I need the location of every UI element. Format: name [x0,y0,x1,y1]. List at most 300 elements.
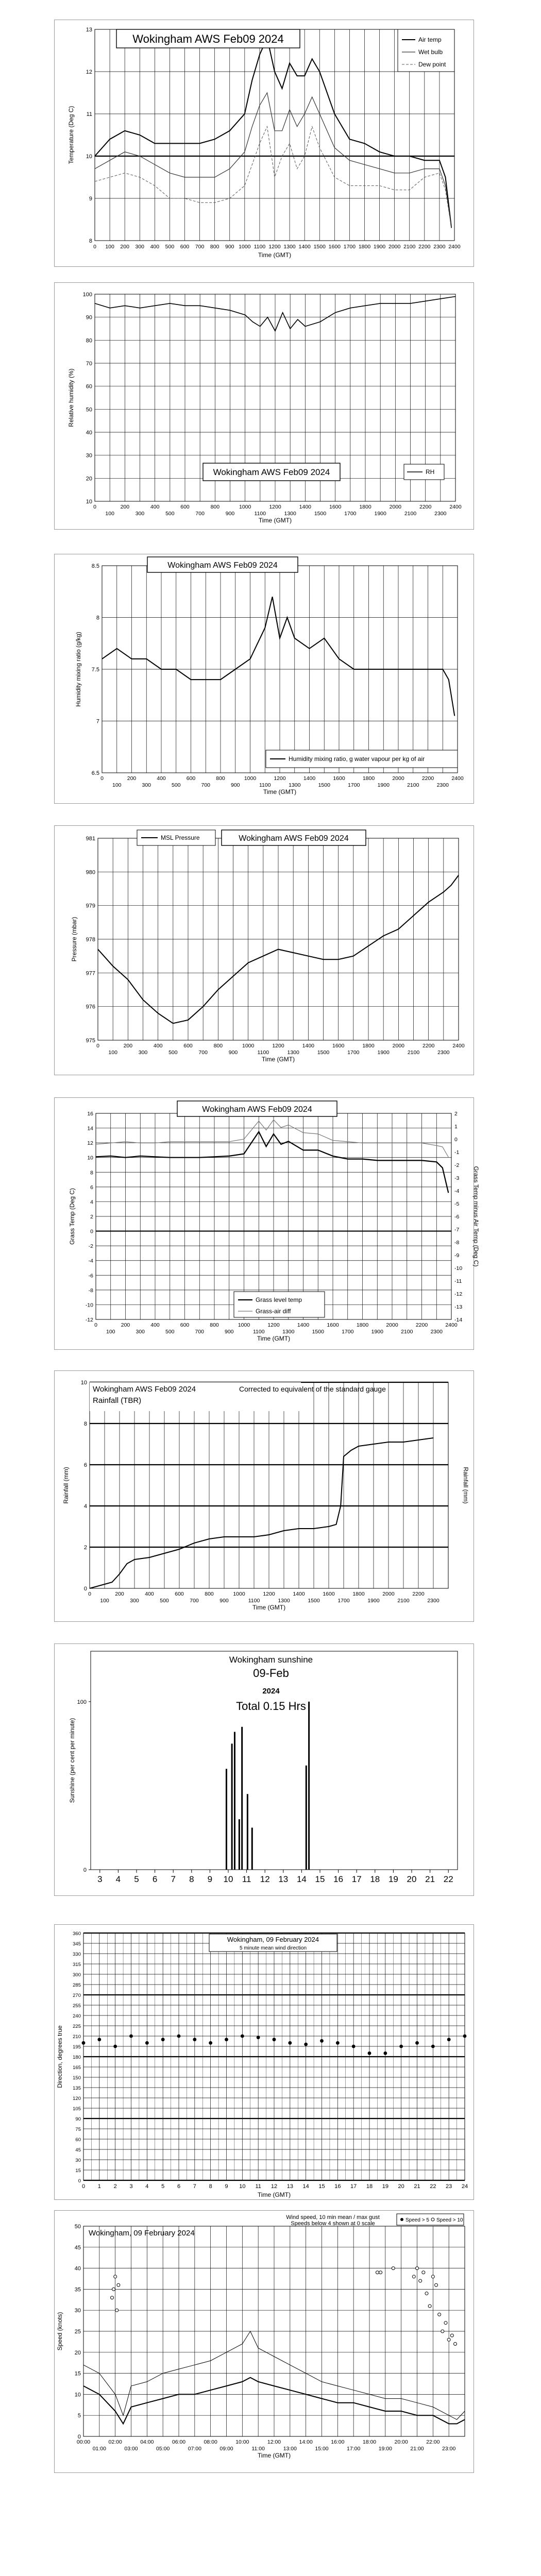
y-tick-label: 300 [73,1972,81,1978]
y-tick-label: 345 [73,1941,81,1947]
x-tick-label: 2200 [422,1043,435,1049]
y-tick-label: 6 [83,1462,87,1468]
x-tick-label: 01:00 [92,2446,106,2452]
x-tick-label: 12 [260,1874,270,1884]
mixing-ratio-chart [55,554,473,802]
gust-point [392,2267,395,2270]
direction-point [352,2045,356,2048]
x-tick-label: 2400 [452,1043,465,1049]
y-tick-label: 15 [74,2370,81,2377]
gust-point [444,2321,447,2325]
y-tick-label: 4 [90,1199,93,1206]
x-tick-label: 4 [115,1874,121,1884]
x-tick-label: 17 [351,1874,362,1884]
x-tick-label: 2300 [433,244,446,250]
x-tick-label: 1100 [259,782,271,788]
y-tick-label: 100 [77,1699,87,1705]
x-tick-label: 19:00 [378,2446,392,2452]
legend-swatch [400,2218,403,2221]
x-tick-label: 21 [414,2183,420,2190]
x-tick-label: 0 [81,2183,86,2190]
y-tick-label: 195 [73,2044,81,2050]
x-tick-label: 600 [180,504,190,510]
x-tick-label: 400 [150,244,160,250]
x-tick-label: 13:00 [283,2446,297,2452]
y-tick-label: 12 [87,1140,93,1147]
chart-subtitle-2: Speeds below 4 shown at 0 scale [291,2221,375,2227]
mixing-ratio-chart-panel [54,554,474,804]
x-tick-label: 06:00 [172,2439,186,2445]
y-tick-label: 25 [74,2329,81,2335]
x-tick-label: 900 [225,511,235,517]
y-axis-label: Relative humidity (%) [67,368,75,427]
y-right-tick-label: -3 [454,1175,460,1181]
y-tick-label: 105 [73,2106,81,2112]
chart-subtitle: 09-Feb [253,1667,289,1680]
x-tick-label: 1300 [284,511,296,517]
x-tick-label: 1600 [327,1322,339,1328]
y-tick-label: 11 [86,111,92,117]
x-tick-label: 1400 [299,504,312,510]
x-tick-label: 1700 [342,1329,354,1335]
chart-title: Wokingham AWS Feb09 2024 [239,834,349,843]
y-tick-label: 45 [74,2244,81,2251]
gust-point [112,2287,115,2291]
y-tick-label: 30 [86,452,92,459]
x-tick-label: 12:00 [267,2439,281,2445]
x-tick-label: 20 [407,1874,417,1884]
x-tick-label: 10:00 [235,2439,249,2445]
x-tick-label: 1200 [272,1043,284,1049]
x-tick-label: 9 [225,2183,228,2190]
x-tick-label: 900 [230,782,240,788]
x-tick-label: 11 [255,2183,261,2190]
chart-title: Wokingham, 09 February 2024 [89,2229,195,2238]
y-right-tick-label: 0 [454,1137,458,1143]
y-tick-label: 255 [73,2003,81,2009]
x-tick-label: 1200 [267,1322,280,1328]
y-tick-label: 2 [83,1545,87,1551]
x-tick-label: 15 [318,2183,325,2190]
y-tick-label: 0 [90,1228,93,1235]
x-tick-label: 21:00 [410,2446,424,2452]
x-tick-label: 1900 [373,244,386,250]
x-tick-label: 500 [171,782,181,788]
y-tick-label: 60 [86,383,92,390]
sunshine-bar [239,1819,240,1870]
direction-point [368,2052,371,2055]
humidity-chart-panel [54,282,474,530]
chart-title: Wokingham sunshine [229,1655,313,1665]
x-tick-label: 1300 [283,244,296,250]
gust-point [431,2275,434,2278]
sunshine-bar [308,1702,310,1870]
x-tick-label: 16 [333,1874,344,1884]
grass-temp-chart-panel [54,1097,480,1350]
direction-point [320,2039,324,2043]
x-tick-label: 1500 [318,782,330,788]
x-tick-label: 14:00 [299,2439,313,2445]
x-tick-label: 17 [350,2183,357,2190]
legend-swatch [431,2218,434,2221]
x-tick-label: 1300 [282,1329,295,1335]
y-tick-label: 13 [86,27,92,33]
x-tick-label: 800 [216,775,225,782]
x-tick-label: 1600 [332,1043,345,1049]
y-axis-label: Humidity mixing ratio (g/kg) [75,632,82,707]
x-tick-label: 600 [183,1043,193,1049]
x-tick-label: 2300 [436,782,449,788]
y-tick-label: 360 [73,1931,81,1937]
direction-point [177,2035,181,2038]
y-axis-label: Sunshine (per cent per minute) [69,1718,76,1803]
x-tick-label: 700 [198,1049,208,1056]
direction-point [257,2036,260,2039]
y-tick-label: 0 [83,1867,87,1873]
y-tick-label: 980 [86,869,95,876]
legend-entry: Speed > 10 [436,2217,463,2223]
x-tick-label: 800 [213,1043,223,1049]
x-tick-label: 18 [366,2183,373,2190]
x-tick-label: 2000 [386,1322,398,1328]
chart-title: Wokingham, 09 February 2024 [227,1936,319,1943]
x-tick-label: 800 [205,1591,214,1597]
y-tick-label: 7 [96,718,99,725]
y-tick-label: 6.5 [91,770,99,776]
x-tick-label: 7 [171,1874,176,1884]
x-tick-label: 2400 [451,775,464,782]
x-tick-label: 600 [186,775,196,782]
direction-point [273,2038,276,2041]
gust-point [376,2271,379,2274]
x-tick-label: 17:00 [347,2446,361,2452]
direction-point [113,2045,117,2048]
gust-point [435,2283,438,2286]
x-tick-label: 1700 [344,511,357,517]
temperature-chart [55,20,473,265]
x-axis-label: Time (GMT) [257,1335,291,1342]
x-tick-label: 2100 [404,511,417,517]
x-tick-label: 300 [142,782,151,788]
y-tick-label: 315 [73,1962,81,1968]
y-tick-label: 975 [86,1038,95,1044]
gust-point [454,2342,457,2345]
y-tick-label: 30 [74,2308,81,2314]
x-tick-label: 1700 [347,1049,360,1056]
sunshine-bar [226,1769,227,1870]
x-tick-label: 1500 [313,244,326,250]
y-tick-label: 40 [74,2265,81,2272]
x-tick-label: 700 [190,1598,199,1604]
y-tick-label: 150 [73,2075,81,2081]
y-tick-label: 120 [73,2096,81,2102]
gust-point [425,2292,428,2295]
x-tick-label: 2400 [445,1322,458,1328]
y-axis-label: Direction, degrees true [56,2025,63,2088]
legend-entry: Wet bulb [418,48,443,56]
x-tick-label: 1200 [274,775,286,782]
x-tick-label: 13 [278,1874,289,1884]
x-tick-label: 800 [210,504,220,510]
x-tick-label: 0 [93,504,96,510]
gust-point [114,2275,117,2278]
x-tick-label: 2300 [434,511,447,517]
legend-entry: Grass level temp [256,1296,302,1303]
x-tick-label: 2000 [389,504,402,510]
x-tick-label: 1100 [253,244,266,250]
x-tick-label: 500 [165,1329,175,1335]
x-tick-label: 1600 [328,244,341,250]
x-tick-label: 1800 [362,775,375,782]
y-tick-label: 2 [90,1214,93,1220]
x-tick-label: 1000 [242,1043,255,1049]
x-tick-label: 200 [120,244,129,250]
chart-title: Wokingham AWS Feb09 2024 [202,1105,312,1114]
x-tick-label: 700 [201,782,211,788]
legend-entry: Grass-air diff [256,1308,291,1315]
direction-point [161,2038,165,2041]
x-tick-label: 300 [138,1049,148,1056]
x-tick-label: 5 [161,2183,165,2190]
y-right-tick-label: -2 [454,1162,460,1168]
gust-point [115,2309,119,2312]
x-tick-label: 1800 [359,504,371,510]
x-tick-label: 400 [150,1322,160,1328]
x-tick-label: 1700 [337,1598,350,1604]
x-tick-label: 18:00 [362,2439,377,2445]
chart-subtitle: Wind speed, 10 min mean / max gust [286,2214,380,2221]
x-tick-label: 6 [177,2183,181,2190]
x-axis-label: Time (GMT) [261,1056,295,1063]
y-tick-label: 135 [73,2086,81,2091]
x-axis-label: Time (GMT) [257,2191,291,2198]
y-right-tick-label: 2 [454,1111,458,1117]
x-tick-label: 1400 [302,1043,315,1049]
gust-point [379,2271,382,2274]
x-tick-label: 10 [239,2183,246,2190]
x-tick-label: 00:00 [76,2439,91,2445]
y-tick-label: 10 [86,154,92,160]
x-tick-label: 1100 [254,511,266,517]
y-right-tick-label: -1 [454,1149,460,1156]
y-tick-label: 14 [87,1125,93,1132]
x-tick-label: 23:00 [442,2446,456,2452]
y-tick-label: 5 [77,2413,81,2419]
y-axis-label: Temperature (Deg C) [67,106,75,164]
x-tick-label: 1800 [356,1322,369,1328]
y-tick-label: 0 [83,1586,87,1592]
y-tick-label: -2 [88,1243,93,1250]
sunshine-bar [306,1766,307,1870]
x-tick-label: 100 [105,511,114,517]
y-tick-label: 8.5 [91,563,99,569]
x-tick-label: 2100 [407,782,419,788]
legend-entry: Humidity mixing ratio, g water vapour per kg of air [289,755,425,762]
y-tick-label: 75 [75,2127,81,2132]
x-tick-label: 12 [270,2183,278,2190]
sunshine-bar [234,1732,235,1870]
y-tick-label: 6 [90,1184,93,1191]
gust-point [450,2334,453,2337]
y-axis-label: Pressure (mbar) [71,917,78,962]
y-tick-label: 7.5 [91,667,99,673]
x-tick-label: 4 [145,2183,149,2190]
x-tick-label: 1200 [263,1591,275,1597]
x-tick-label: 2100 [407,1049,420,1056]
y-right-tick-label: -12 [454,1291,463,1297]
x-tick-label: 1800 [362,1043,375,1049]
x-axis-label: Time (GMT) [258,251,292,259]
plot-area [91,1651,458,1870]
y-tick-label: 0 [78,2178,81,2184]
y-tick-label: 15 [75,2168,81,2174]
x-tick-label: 1000 [239,244,251,250]
x-tick-label: 1600 [323,1591,335,1597]
x-tick-label: 20:00 [394,2439,408,2445]
direction-point [82,2041,86,2045]
x-tick-label: 600 [175,1591,184,1597]
y-tick-label: 981 [86,836,95,842]
direction-point [447,2038,451,2041]
direction-point [463,2035,467,2038]
x-tick-label: 3 [129,2183,133,2190]
x-tick-label: 400 [157,775,166,782]
x-tick-label: 1900 [371,1329,383,1335]
direction-point [209,2041,212,2045]
y-tick-label: 10 [87,1155,93,1161]
x-tick-label: 8 [189,1874,194,1884]
y-tick-label: 16 [87,1111,93,1117]
direction-point [97,2038,101,2041]
x-tick-label: 14 [296,1874,307,1884]
x-tick-label: 2100 [401,1329,413,1335]
y-right-tick-label: -5 [454,1201,460,1207]
y-tick-label: 978 [86,937,95,943]
y-tick-label: 50 [74,2224,81,2230]
x-tick-label: 2200 [421,775,434,782]
y-tick-label: 30 [75,2158,81,2163]
x-tick-label: 1300 [278,1598,290,1604]
y-tick-label: 10 [74,2392,81,2398]
x-tick-label: 15:00 [315,2446,329,2452]
x-tick-label: 700 [195,244,205,250]
x-tick-label: 1 [97,2183,101,2190]
x-tick-label: 08:00 [204,2439,217,2445]
y-tick-label: 976 [86,1004,95,1010]
chart-subtitle: 5 minute mean wind direction [239,1945,307,1951]
x-tick-label: 2300 [430,1329,443,1335]
gust-point [419,2279,422,2282]
y-tick-label: 0 [77,2434,81,2440]
y-right-tick-label: -8 [454,1240,460,1246]
y-tick-label: 10 [86,499,92,505]
y-tick-label: -4 [88,1258,93,1264]
chart-title: Wokingham AWS Feb09 2024 [93,1385,196,1394]
x-tick-label: 1100 [252,1329,265,1335]
x-tick-label: 1500 [312,1329,324,1335]
x-tick-label: 19 [382,2183,388,2190]
y-tick-label: 240 [73,2013,81,2019]
y-tick-label: 4 [83,1503,87,1510]
x-tick-label: 1500 [314,511,327,517]
x-tick-label: 100 [106,1329,115,1335]
x-tick-label: 1600 [329,504,342,510]
y-tick-label: 35 [74,2286,81,2293]
y-tick-label: 90 [86,314,92,321]
legend-entry: Dew point [418,61,446,68]
x-tick-label: 09:00 [219,2446,233,2452]
y-tick-label: 270 [73,1993,81,1998]
chart-year: 2024 [262,1687,280,1696]
x-axis-label: Time (GMT) [258,517,292,524]
sunshine-chart-panel [54,1643,474,1896]
direction-point [336,2041,340,2045]
x-tick-label: 0 [93,244,96,250]
x-tick-label: 1200 [269,504,281,510]
y-tick-label: 165 [73,2065,81,2071]
chart-title: Wokingham AWS Feb09 2024 [213,467,330,478]
y-right-tick-label: -9 [454,1252,460,1259]
x-tick-label: 2400 [449,504,462,510]
y-right-tick-label: -14 [454,1317,463,1323]
x-tick-label: 22:00 [426,2439,440,2445]
sunshine-bar [241,1727,243,1870]
y-tick-label: 9 [89,196,92,202]
gust-point [111,2296,114,2299]
y-tick-label: 12 [86,69,92,75]
y-tick-label: 8 [90,1170,93,1176]
x-tick-label: 16 [334,2183,341,2190]
y-right-tick-label: -10 [454,1265,463,1272]
x-tick-label: 18 [370,1874,380,1884]
x-tick-label: 1900 [377,1049,390,1056]
x-tick-label: 21 [425,1874,435,1884]
x-tick-label: 900 [224,1329,234,1335]
x-tick-label: 14 [302,2183,309,2190]
x-tick-label: 1700 [343,244,356,250]
x-tick-label: 100 [112,782,122,788]
x-tick-label: 1500 [308,1598,320,1604]
y-tick-label: 285 [73,1982,81,1988]
x-tick-label: 300 [136,1329,145,1335]
x-tick-label: 1400 [297,1322,310,1328]
x-tick-label: 1400 [303,775,316,782]
legend-entry: Air temp [418,36,442,43]
y-tick-label: -8 [88,1287,93,1294]
x-tick-label: 11:00 [251,2446,265,2452]
x-tick-label: 200 [121,1322,130,1328]
gust-point [412,2275,415,2278]
x-tick-label: 1800 [352,1591,365,1597]
x-tick-label: 2100 [403,244,416,250]
x-tick-label: 0 [88,1591,91,1597]
x-tick-label: 0 [96,1043,99,1049]
x-tick-label: 200 [123,1043,133,1049]
x-tick-label: 22 [443,1874,453,1884]
x-tick-label: 6 [152,1874,158,1884]
direction-point [383,2052,387,2055]
y-tick-label: 90 [75,2116,81,2122]
x-tick-label: 800 [210,1322,219,1328]
y-tick-label: 8 [89,238,92,244]
x-tick-label: 700 [195,511,205,517]
x-tick-label: 7 [193,2183,196,2190]
gust-point [422,2271,425,2274]
x-tick-label: 300 [135,244,145,250]
chart-total: Total 0.15 Hrs [236,1700,306,1713]
y-tick-label: -12 [85,1317,93,1323]
x-tick-label: 100 [105,244,114,250]
